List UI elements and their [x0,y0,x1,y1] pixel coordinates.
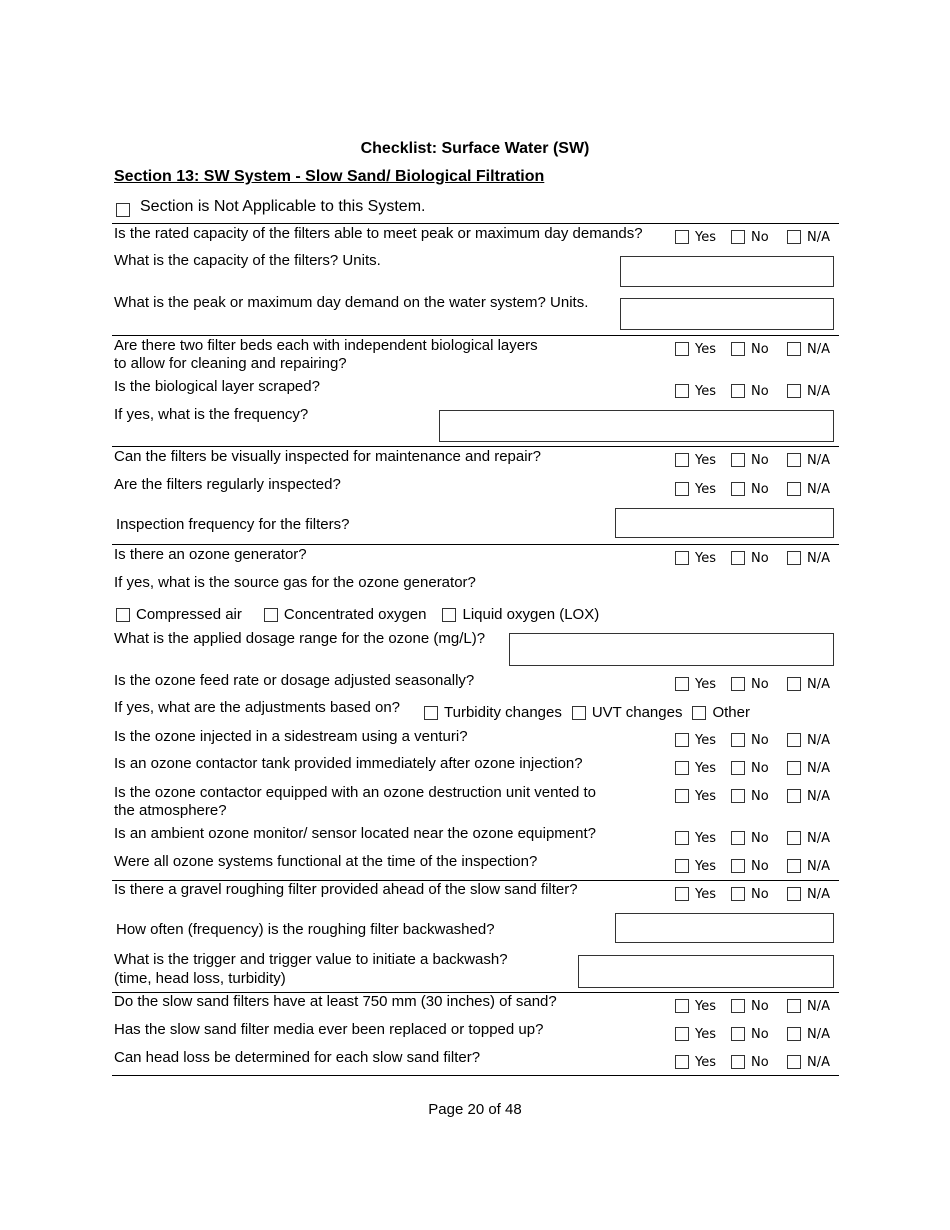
adjust-option-turbidity[interactable]: Turbidity changes [424,704,562,721]
yes-option[interactable]: Yes [675,677,716,692]
question-sand-depth: Do the slow sand filters have at least 750 mm (30 inches) of sand? [114,993,557,1010]
question-trigger: What is the trigger and trigger value to initiate a backwash? [114,951,508,968]
no-checkbox[interactable] [731,1055,745,1069]
no-checkbox[interactable] [731,1027,745,1041]
divider [112,446,839,447]
question-destruction-unit: Is the ozone contactor equipped with an ozone destruction unit vented to [114,784,596,801]
na-option[interactable]: N/A [787,859,830,874]
question-inspect-freq: Inspection frequency for the filters? [116,516,350,533]
question-backwash-freq: How often (frequency) is the roughing filter backwashed? [116,921,495,938]
question-gravel-filter: Is there a gravel roughing filter provided ahead of the slow sand filter? [114,881,578,898]
checkbox[interactable] [692,706,706,720]
yes-checkbox[interactable] [675,789,689,803]
question-venturi: Is the ozone injected in a sidestream using a venturi? [114,728,468,745]
scrape-frequency-field[interactable] [439,410,834,442]
gas-option-concentrated-oxygen[interactable]: Concentrated oxygen [264,606,427,623]
document-title: Checklist: Surface Water (SW) [360,140,590,157]
no-option[interactable]: No [731,887,769,902]
na-option[interactable]: N/A [787,761,830,776]
yes-checkbox[interactable] [675,1055,689,1069]
na-option[interactable]: N/A [787,733,830,748]
yes-option[interactable]: Yes [675,230,716,245]
na-checkbox[interactable] [787,999,801,1013]
yes-option[interactable]: Yes [675,789,716,804]
no-option[interactable]: No [731,230,769,245]
yes-checkbox[interactable] [675,887,689,901]
no-checkbox[interactable] [731,453,745,467]
question-functional: Were all ozone systems functional at the time of the inspection? [114,853,538,870]
na-option[interactable]: N/A [787,1055,830,1070]
na-option[interactable]: N/A [787,230,830,245]
yes-option[interactable]: Yes [675,831,716,846]
yes-checkbox[interactable] [675,230,689,244]
na-checkbox[interactable] [787,551,801,565]
yes-option[interactable]: Yes [675,1055,716,1070]
no-checkbox[interactable] [731,230,745,244]
no-option[interactable]: No [731,342,769,357]
yes-checkbox[interactable] [675,551,689,565]
no-checkbox[interactable] [731,887,745,901]
question-capacity-units: What is the capacity of the filters? Units. [114,252,381,269]
no-checkbox[interactable] [731,482,745,496]
na-checkbox[interactable] [787,733,801,747]
yes-checkbox[interactable] [675,1027,689,1041]
divider [112,1075,839,1076]
question-seasonal: Is the ozone feed rate or dosage adjusted seasonally? [114,672,475,689]
no-checkbox[interactable] [731,733,745,747]
checkbox[interactable] [572,706,586,720]
na-option[interactable]: N/A [787,482,830,497]
backwash-frequency-field[interactable] [615,913,834,943]
section-heading: Section 13: SW System - Slow Sand/ Biological Filtration [114,168,545,185]
yes-option[interactable]: Yes [675,453,716,468]
inspection-frequency-field[interactable] [615,508,834,538]
question-ozone-generator: Is there an ozone generator? [114,546,307,563]
yes-option[interactable]: Yes [675,859,716,874]
yes-checkbox[interactable] [675,761,689,775]
na-option[interactable]: N/A [787,831,830,846]
no-option[interactable]: No [731,453,769,468]
no-option[interactable]: No [731,789,769,804]
na-option[interactable]: N/A [787,677,830,692]
na-checkbox[interactable] [787,831,801,845]
no-checkbox[interactable] [731,551,745,565]
no-checkbox[interactable] [731,859,745,873]
question-ozone-monitor: Is an ambient ozone monitor/ sensor located near the ozone equipment? [114,825,596,842]
yes-checkbox[interactable] [675,384,689,398]
question-media-replaced: Has the slow sand filter media ever been replaced or topped up? [114,1021,544,1038]
yes-option[interactable]: Yes [675,1027,716,1042]
checkbox[interactable] [424,706,438,720]
not-applicable-row [116,197,425,217]
no-checkbox[interactable] [731,761,745,775]
no-option[interactable]: No [731,1055,769,1070]
yes-option[interactable]: Yes [675,887,716,902]
question-peak-demand: What is the peak or maximum day demand on the water system? Units. [114,294,589,311]
yes-checkbox[interactable] [675,482,689,496]
divider [112,335,839,336]
adjust-option-other[interactable]: Other [692,704,750,721]
na-option[interactable]: N/A [787,789,830,804]
yes-checkbox[interactable] [675,677,689,691]
page-number: Page 20 of 48 [428,1101,522,1118]
no-option[interactable]: No [731,999,769,1014]
na-checkbox[interactable] [787,230,801,244]
checkbox[interactable] [264,608,278,622]
yes-checkbox[interactable] [675,859,689,873]
not-applicable-label: Section is Not Applicable to this System. [140,198,426,215]
yes-checkbox[interactable] [675,342,689,356]
question-rated-capacity: Is the rated capacity of the filters able to meet peak or maximum day demands? [114,225,643,242]
no-checkbox[interactable] [731,677,745,691]
checkbox[interactable] [116,608,130,622]
not-applicable-checkbox[interactable] [116,203,130,217]
backwash-trigger-field[interactable] [578,955,834,988]
yes-checkbox[interactable] [675,999,689,1013]
yes-checkbox[interactable] [675,831,689,845]
source-gas-options [116,606,615,623]
question-frequency: If yes, what is the frequency? [114,406,309,423]
adjustment-options [424,704,766,721]
na-option[interactable]: N/A [787,453,830,468]
no-checkbox[interactable] [731,384,745,398]
na-checkbox[interactable] [787,1027,801,1041]
yes-option[interactable]: Yes [675,384,716,399]
question-regular-inspect: Are the filters regularly inspected? [114,476,341,493]
question-adjust-based: If yes, what are the adjustments based on? [114,699,401,716]
question-contactor: Is an ozone contactor tank provided immediately after ozone injection? [114,755,583,772]
divider [112,544,839,545]
no-checkbox[interactable] [731,342,745,356]
yes-option[interactable]: Yes [675,551,716,566]
question-two-beds-cont: to allow for cleaning and repairing? [114,355,347,372]
na-option[interactable]: N/A [787,1027,830,1042]
yes-checkbox[interactable] [675,453,689,467]
yes-option[interactable]: Yes [675,482,716,497]
no-option[interactable]: No [731,482,769,497]
yes-option[interactable]: Yes [675,342,716,357]
adjust-option-uvt[interactable]: UVT changes [572,704,683,721]
question-source-gas: If yes, what is the source gas for the ozone generator? [114,574,476,591]
na-checkbox[interactable] [787,789,801,803]
no-option[interactable]: No [731,551,769,566]
na-checkbox[interactable] [787,453,801,467]
yes-option[interactable]: Yes [675,999,716,1014]
no-option[interactable]: No [731,1027,769,1042]
question-two-beds: Are there two filter beds each with independent biological layers [114,337,538,354]
no-checkbox[interactable] [731,831,745,845]
na-checkbox[interactable] [787,384,801,398]
question-visual-inspect: Can the filters be visually inspected for maintenance and repair? [114,448,541,465]
question-destruction-unit-cont: the atmosphere? [114,802,227,819]
na-option[interactable]: N/A [787,384,830,399]
question-head-loss: Can head loss be determined for each slow sand filter? [114,1049,481,1066]
na-checkbox[interactable] [787,342,801,356]
ozone-dosage-field[interactable] [509,633,834,666]
peak-demand-field[interactable] [620,298,834,330]
no-option[interactable]: No [731,677,769,692]
no-option[interactable]: No [731,761,769,776]
no-option[interactable]: No [731,859,769,874]
checkbox[interactable] [442,608,456,622]
na-option[interactable]: N/A [787,887,830,902]
yes-option[interactable]: Yes [675,733,716,748]
question-scraped: Is the biological layer scraped? [114,378,320,395]
na-checkbox[interactable] [787,761,801,775]
no-checkbox[interactable] [731,789,745,803]
question-dosage-range: What is the applied dosage range for the ozone (mg/L)? [114,630,486,647]
gas-option-compressed-air[interactable]: Compressed air [116,606,242,623]
na-checkbox[interactable] [787,859,801,873]
no-option[interactable]: No [731,733,769,748]
no-checkbox[interactable] [731,999,745,1013]
na-checkbox[interactable] [787,482,801,496]
na-checkbox[interactable] [787,1055,801,1069]
yes-option[interactable]: Yes [675,761,716,776]
na-option[interactable]: N/A [787,342,830,357]
na-checkbox[interactable] [787,677,801,691]
question-trigger-cont: (time, head loss, turbidity) [114,970,286,987]
no-option[interactable]: No [731,831,769,846]
na-checkbox[interactable] [787,887,801,901]
capacity-units-field[interactable] [620,256,834,287]
na-option[interactable]: N/A [787,551,830,566]
yes-checkbox[interactable] [675,733,689,747]
no-option[interactable]: No [731,384,769,399]
divider [112,223,839,224]
gas-option-liquid-oxygen[interactable]: Liquid oxygen (LOX) [442,606,599,623]
na-option[interactable]: N/A [787,999,830,1014]
